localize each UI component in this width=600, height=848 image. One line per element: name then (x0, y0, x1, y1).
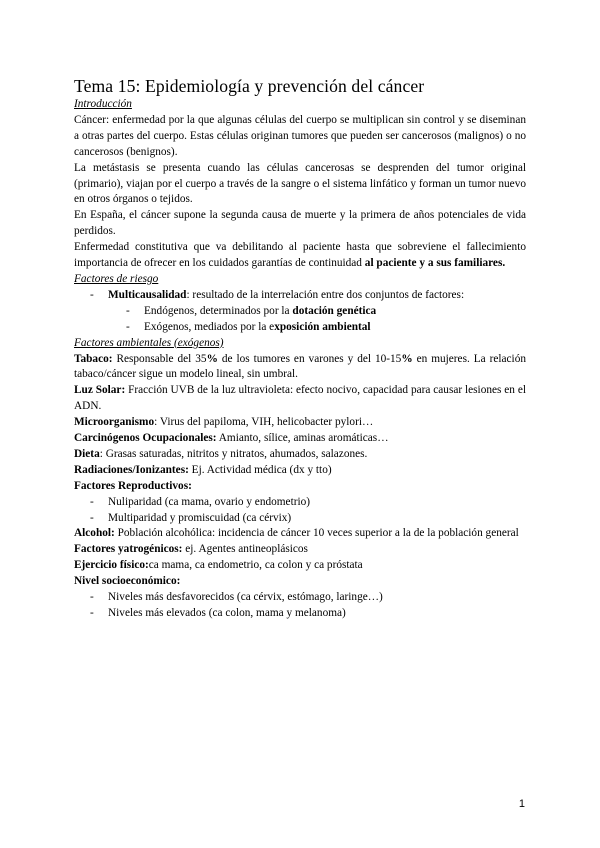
intro-paragraph-1: Cáncer: enfermedad por la que algunas células del cuerpo se multiplican sin control y se diseminan a otras partes del cuerpo. Estas células originan tumores que pueden ser cancerosos (malignos) o no cancerosos (benignos). (74, 113, 526, 158)
factor-tabaco: Tabaco: Responsable del 35% de los tumores en varones y del 10-15% en mujeres. La relación tabaco/cáncer sigue un modelo lineal, sin umbral. (74, 352, 526, 381)
page-title: Tema 15: Epidemiología y prevención del cáncer (74, 76, 425, 96)
risk-list (74, 288, 526, 336)
factor-reproductivos: Factores Reproductivos: (74, 479, 192, 492)
section-heading-env: Factores ambientales (exógenos) (74, 336, 224, 349)
factor-dieta: Dieta: Grasas saturadas, nitritos y nitratos, ahumados, salazones. (74, 447, 368, 460)
intro-paragraph-4: Enfermedad constitutiva que va debilitando al paciente hasta que sobreviene el fallecimiento importancia de ofrecer en los cuidados garantías de continuidad al paciente y a sus familiares. (74, 241, 526, 270)
factor-carcinogenos: Carcinógenos Ocupacionales: Amianto, sílice, aminas aromáticas… (74, 432, 389, 445)
document-page (74, 76, 526, 622)
factor-radiaciones: Radiaciones/Ionizantes: Ej. Actividad médica (dx y tto) (74, 463, 332, 476)
socioeconomico-list (74, 590, 526, 622)
list-item-endogenos: - Endógenos, determinados por la dotación genética (74, 304, 526, 320)
factor-luz-solar: Luz Solar: Fracción UVB de la luz ultravioleta: efecto nocivo, capacidad para causar lesiones en el ADN. (74, 384, 526, 413)
list-item: - Multiparidad y promiscuidad (ca cérvix) (74, 511, 526, 527)
list-item-multicausalidad: - Multicausalidad: resultado de la interrelación entre dos conjuntos de factores: (74, 288, 526, 304)
list-item: - Nuliparidad (ca mama, ovario y endometrio) (74, 495, 526, 511)
section-heading-intro: Introducción (74, 98, 132, 110)
list-item: - Niveles más elevados (ca colon, mama y melanoma) (74, 606, 526, 622)
factor-alcohol: Alcohol: Población alcohólica: incidencia de cáncer 10 veces superior a la de la población general (74, 527, 519, 540)
factor-microorganismo: Microorganismo: Virus del papiloma, VIH, helicobacter pylori… (74, 416, 374, 429)
reproductivos-list (74, 495, 526, 527)
list-item: - Niveles más desfavorecidos (ca cérvix, estómago, laringe…) (74, 590, 526, 606)
intro-paragraph-2: La metástasis se presenta cuando las células cancerosas se desprenden del tumor original (primario), viajan por el cuerpo a través de la sangre o el sistema linfático y forman un tumor nuevo en otros órganos o tejidos. (74, 161, 526, 206)
intro-paragraph-3: En España, el cáncer supone la segunda causa de muerte y la primera de años potenciales de vida perdidos. (74, 209, 526, 238)
factor-ejercicio: Ejercicio físico:ca mama, ca endometrio, ca colon y ca próstata (74, 559, 363, 572)
list-item-exogenos: - Exógenos, mediados por la exposición ambiental (74, 320, 526, 336)
page-number: 1 (518, 798, 525, 810)
factor-yatrogenicos: Factores yatrogénicos: ej. Agentes antineoplásicos (74, 543, 308, 556)
section-heading-risk: Factores de riesgo (74, 272, 159, 285)
factor-socioeconomico: Nivel socioeconómico: (74, 575, 181, 588)
